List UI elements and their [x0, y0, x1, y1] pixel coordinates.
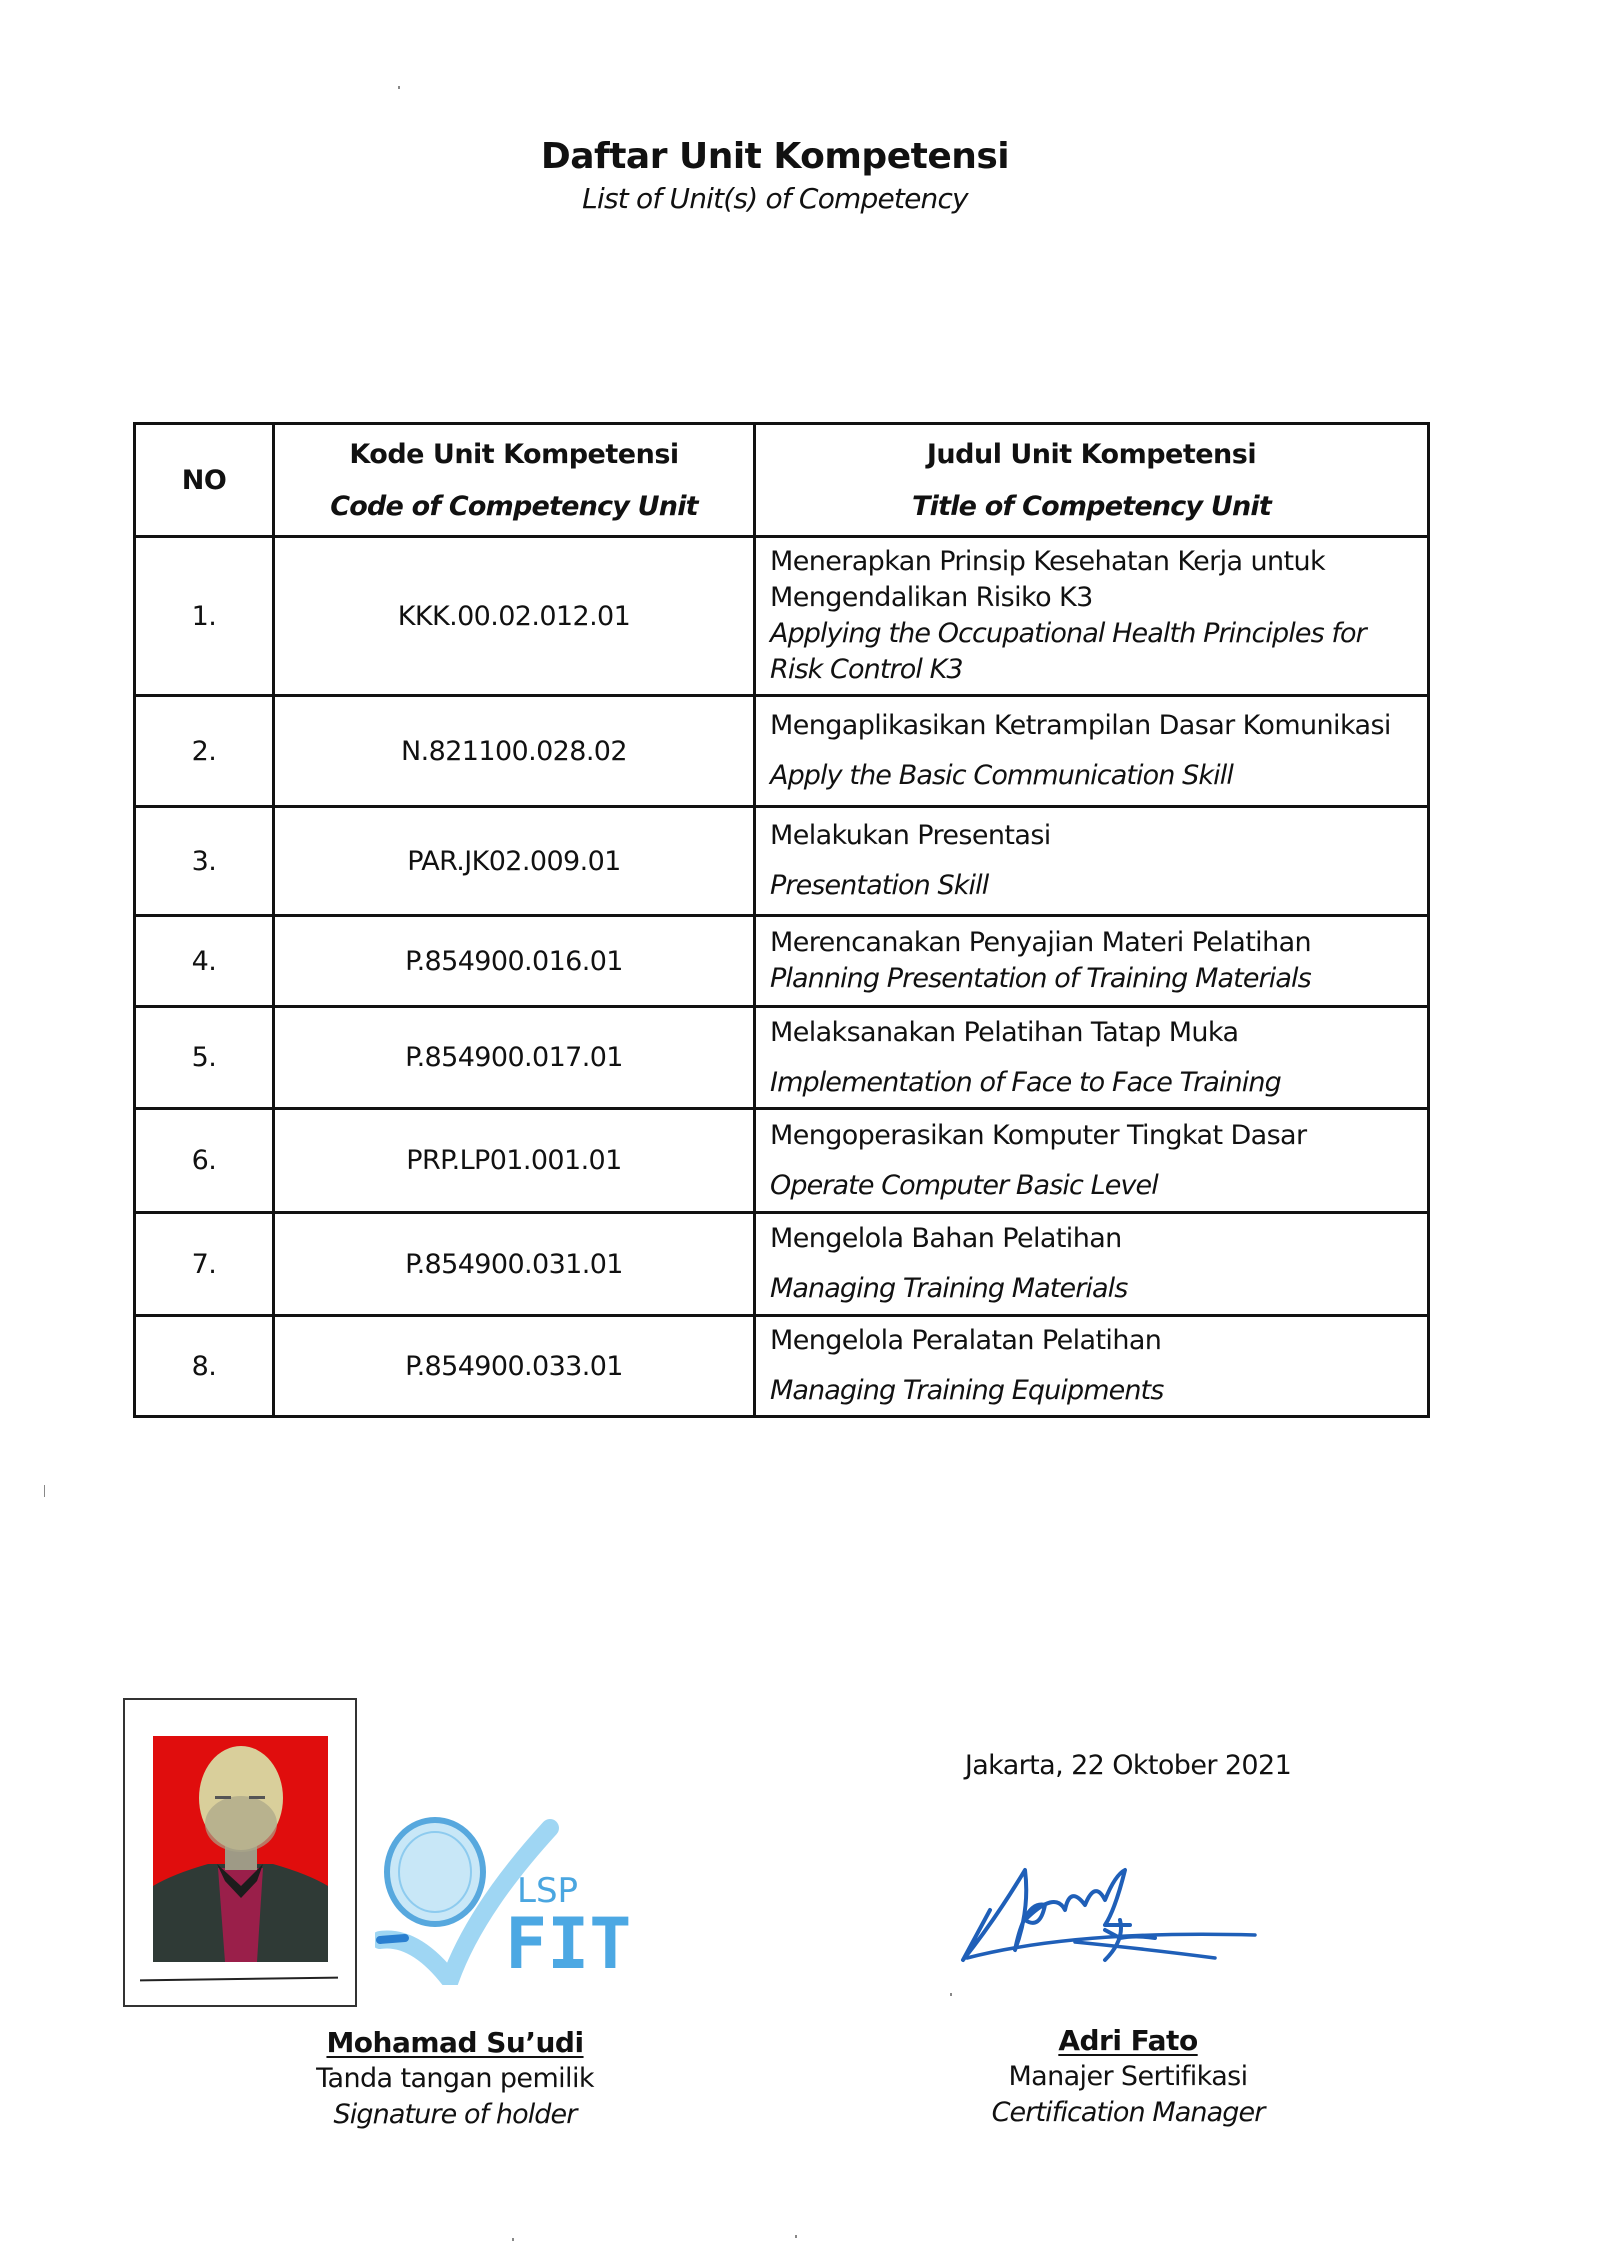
table-row: [135, 1316, 1429, 1417]
row-number: 8.: [135, 1316, 274, 1417]
manager-signature: [955, 1850, 1285, 1980]
table-row: [135, 916, 1429, 1007]
unit-title: [755, 916, 1429, 1007]
unit-code: P.854900.016.01: [274, 916, 755, 1007]
unit-title: [755, 537, 1429, 696]
unit-title-id: Melakukan Presentasi: [770, 820, 1051, 851]
row-number: 3.: [135, 807, 274, 916]
header-code-label-en: Code of Competency Unit: [330, 491, 698, 522]
header-code-label: Kode Unit Kompetensi: [349, 439, 679, 470]
scan-speck: [950, 1993, 952, 1996]
unit-title-en: Managing Training Materials: [770, 1273, 1128, 1304]
unit-title-id: Melaksanakan Pelatihan Tatap Muka: [770, 1016, 1239, 1048]
table-row: [135, 696, 1429, 807]
document-title: Daftar Unit Kompetensi: [540, 136, 1010, 177]
table-header-row: [135, 424, 1429, 537]
unit-code: P.854900.033.01: [274, 1316, 755, 1417]
manager-role: Manajer Sertifikasi: [1008, 2061, 1248, 2092]
unit-title-id: Mengelola Bahan Pelatihan: [770, 1223, 1122, 1254]
unit-title-id: Mengoperasikan Komputer Tingkat Dasar: [770, 1119, 1307, 1151]
holder-portrait-icon: [153, 1736, 328, 1962]
unit-title-en: Apply the Basic Communication Skill: [770, 760, 1233, 791]
competency-units-table: [133, 422, 1430, 1418]
scan-speck: [398, 86, 400, 89]
manager-role-en: Certification Manager: [991, 2097, 1265, 2128]
unit-title: [755, 1316, 1429, 1417]
document-subtitle: List of Unit(s) of Competency: [582, 182, 968, 215]
holder-role: Tanda tangan pemilik: [316, 2063, 594, 2094]
row-number: 7.: [135, 1213, 274, 1316]
row-number: 5.: [135, 1007, 274, 1109]
row-number: 4.: [135, 916, 274, 1007]
holder-role-en: Signature of holder: [333, 2099, 577, 2130]
place-date: Jakarta, 22 Oktober 2021: [964, 1750, 1292, 1781]
scan-speck: [44, 1485, 45, 1497]
holder-name: Mohamad Su’udi: [326, 2026, 584, 2059]
unit-title-id: Mengaplikasikan Ketrampilan Dasar Komunikasi: [770, 710, 1391, 741]
unit-code: PRP.LP01.001.01: [274, 1109, 755, 1213]
table-row: [135, 1213, 1429, 1316]
row-number: 6.: [135, 1109, 274, 1213]
table-row: [135, 1109, 1429, 1213]
header-title: [755, 424, 1429, 537]
scan-speck: [512, 2238, 514, 2241]
unit-title: [755, 1007, 1429, 1109]
manager-name: Adri Fato: [1058, 2024, 1198, 2057]
header-title-label-en: Title of Competency Unit: [912, 491, 1271, 522]
unit-title: [755, 807, 1429, 916]
header-no: NO: [135, 424, 274, 537]
unit-code: PAR.JK02.009.01: [274, 807, 755, 916]
unit-title-en: Managing Training Equipments: [770, 1375, 1164, 1406]
header-code: [274, 424, 755, 537]
unit-title-en: Operate Computer Basic Level: [770, 1169, 1158, 1201]
unit-title-id: Merencanakan Penyajian Materi Pelatihan: [770, 927, 1312, 958]
unit-title-en: Implementation of Face to Face Training: [770, 1066, 1281, 1098]
table-row: [135, 1007, 1429, 1109]
unit-code: KKK.00.02.012.01: [274, 537, 755, 696]
stamp-text-bottom: FIT: [505, 1903, 632, 1985]
header-title-label: Judul Unit Kompetensi: [926, 439, 1257, 470]
table-row: [135, 537, 1429, 696]
unit-title: [755, 1213, 1429, 1316]
unit-title: [755, 1109, 1429, 1213]
unit-title-en: Presentation Skill: [770, 870, 989, 901]
lsp-fit-logo-icon: [375, 1810, 665, 1985]
stamp-text-top: LSP: [517, 1871, 579, 1911]
lsp-fit-stamp: [375, 1810, 665, 1985]
row-number: 1.: [135, 537, 274, 696]
unit-title-id: Mengelola Peralatan Pelatihan: [770, 1325, 1162, 1356]
holder-photo: [153, 1736, 328, 1962]
scan-speck: [795, 2235, 797, 2238]
unit-title-en: Applying the Occupational Health Principles for Risk Control K3: [770, 618, 1366, 685]
table-row: [135, 807, 1429, 916]
row-number: 2.: [135, 696, 274, 807]
unit-title-en: Planning Presentation of Training Materials: [770, 963, 1311, 994]
unit-code: P.854900.031.01: [274, 1213, 755, 1316]
unit-title-id: Menerapkan Prinsip Kesehatan Kerja untuk Mengendalikan Risiko K3: [770, 546, 1326, 613]
unit-title: [755, 696, 1429, 807]
unit-code: N.821100.028.02: [274, 696, 755, 807]
unit-code: P.854900.017.01: [274, 1007, 755, 1109]
signature-icon: [955, 1850, 1285, 1980]
